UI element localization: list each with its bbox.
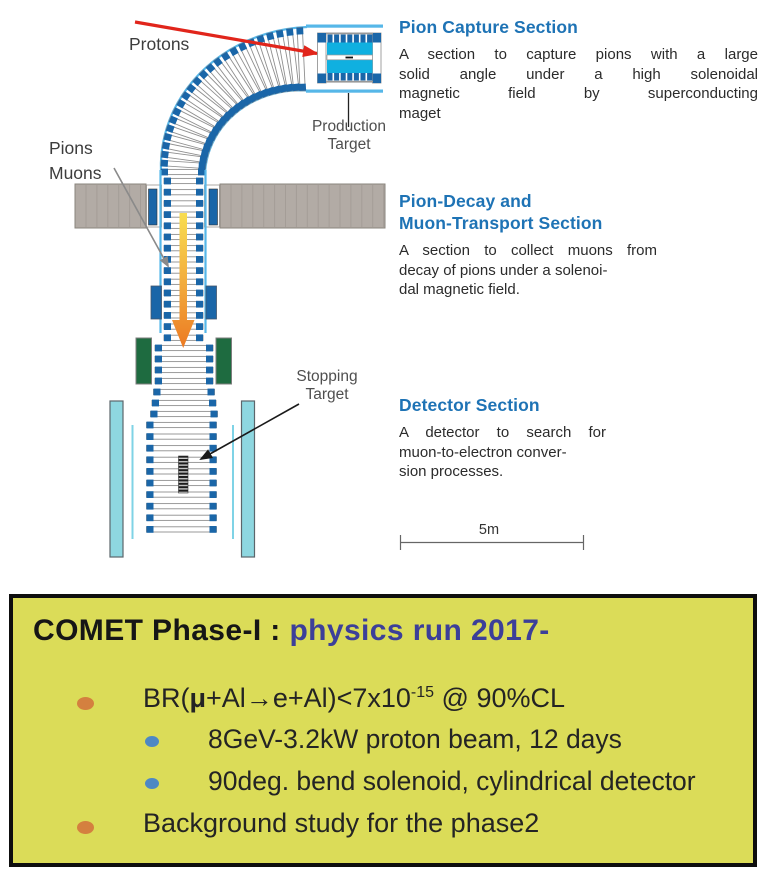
capture-rail-bottom <box>306 90 383 93</box>
capture-magnet-upper <box>327 43 373 56</box>
formula-part: +Al <box>206 683 246 713</box>
coil-cap <box>206 356 213 363</box>
side-magnet-blue <box>151 286 162 319</box>
coil-cap <box>196 312 203 319</box>
coil-tooth <box>367 73 372 81</box>
coil-cap <box>196 234 203 241</box>
coil-cap <box>210 433 217 440</box>
coil-rung <box>152 400 216 407</box>
capture-coil-cap <box>318 74 327 84</box>
coil-cap <box>164 301 171 308</box>
coil-cap <box>161 169 168 176</box>
coil-bar <box>151 411 218 416</box>
formula-arrow: → <box>245 683 273 713</box>
section-body <box>399 423 606 482</box>
shield-wall <box>75 184 385 228</box>
coil-cap <box>209 400 216 407</box>
coil-cap <box>155 345 162 352</box>
capture-coil-cap <box>318 33 327 43</box>
coil-tooth <box>347 73 352 81</box>
coil-cap <box>147 433 154 440</box>
coil-cap <box>299 84 306 91</box>
coil-cap <box>147 468 154 475</box>
coil-cap <box>196 178 203 185</box>
bullet-solenoid-detector: 90deg. bend solenoid, cylindrical detector <box>208 766 696 796</box>
coil-cap <box>286 28 294 36</box>
coil-cap <box>206 367 213 374</box>
pion-capture-assembly <box>306 25 383 93</box>
body-line: sion processes. <box>399 463 504 480</box>
side-magnet-blue <box>206 286 217 319</box>
coil-cap <box>196 211 203 218</box>
coil-cap <box>276 30 284 38</box>
coil-cap <box>164 189 171 196</box>
side-magnet-green <box>216 338 232 384</box>
coil-cap <box>164 211 171 218</box>
coil-cap <box>147 526 154 533</box>
coil-rung <box>151 411 218 418</box>
coil-bar <box>147 434 217 439</box>
coil-cap <box>210 480 217 487</box>
coil-rung <box>147 526 217 533</box>
production-target-rod <box>346 57 354 59</box>
protons-label: Protons <box>129 34 190 54</box>
coil-cap <box>211 411 218 418</box>
bullet-dot-orange <box>77 821 94 834</box>
coil-rung <box>147 514 217 521</box>
coil-cap <box>196 256 203 263</box>
coil-cap <box>154 389 161 396</box>
comet-phase1-infobox <box>9 594 757 867</box>
coil-cap <box>198 169 205 176</box>
coil-bar <box>147 504 217 509</box>
coil-bar <box>155 378 213 383</box>
stopping-target-label: Stopping <box>296 368 358 385</box>
coil-cap <box>210 456 217 463</box>
coil-cap <box>147 503 154 510</box>
section-detector <box>399 394 758 482</box>
scale-label: 5m <box>478 522 500 538</box>
coil-cap <box>210 468 217 475</box>
coil-cap <box>161 160 168 167</box>
coil-cap <box>208 389 215 396</box>
coil-rung <box>147 422 217 429</box>
coil-rung <box>147 445 217 452</box>
formula-part: @ 90%CL <box>434 683 566 713</box>
coil-bar <box>155 367 213 372</box>
coil-rung <box>147 433 217 440</box>
wall-plug-magnet <box>209 189 218 225</box>
capture-coil-cap <box>373 74 382 84</box>
coil-cap <box>147 445 154 452</box>
coil-cap <box>196 290 203 297</box>
coil-tooth <box>334 73 339 81</box>
title-line: Muon-Transport Section <box>399 213 603 233</box>
coil-cap <box>164 278 171 285</box>
coil-cap <box>196 334 203 341</box>
coil-cap <box>210 491 217 498</box>
coil-cap <box>196 245 203 252</box>
bullet-dot-blue <box>145 736 159 747</box>
coil-bar <box>147 527 217 532</box>
comb-rail-top <box>326 33 373 35</box>
shield-wall-right <box>220 184 385 228</box>
bullet-background-study: Background study for the phase2 <box>143 808 540 838</box>
bullet-dot-blue <box>145 778 159 789</box>
coil-cap <box>164 200 171 207</box>
section-title: Pion Capture Section <box>399 17 578 37</box>
coil-bar <box>155 356 213 361</box>
coil-cap <box>164 245 171 252</box>
coil-bar <box>147 515 217 520</box>
coil-cap <box>155 356 162 363</box>
capture-coil-cap <box>373 33 382 43</box>
section-title: Detector Section <box>399 395 540 415</box>
coil-bar <box>147 446 217 451</box>
coil-cap <box>196 323 203 330</box>
body-line: decay of pions under a solenoi- <box>399 261 608 279</box>
coil-cap <box>296 27 303 34</box>
coil-rung <box>161 169 205 176</box>
stopping-target <box>179 456 189 493</box>
formula-exponent: -15 <box>410 684 435 701</box>
body-line: muon-to-electron conver- <box>399 443 567 461</box>
coil-rung <box>154 389 215 396</box>
section-title <box>399 190 758 234</box>
coil-cap <box>162 142 170 150</box>
body-line: A section to capture pions with a large <box>399 46 758 63</box>
coil-cap <box>292 83 300 91</box>
coil-cap <box>206 378 213 385</box>
comb-rail-bottom <box>326 81 373 83</box>
coil-cap <box>196 189 203 196</box>
coil-rung <box>147 503 217 510</box>
coil-cap <box>210 514 217 521</box>
coil-cap <box>196 278 203 285</box>
production-target-label: Production <box>311 118 387 135</box>
coil-cap <box>161 151 169 159</box>
coil-tooth <box>328 35 333 43</box>
coil-cap <box>210 422 217 429</box>
body-line: maget <box>399 104 441 122</box>
coil-rung <box>155 367 213 374</box>
detector-bar-right <box>242 401 255 557</box>
coil-rung <box>164 189 203 196</box>
coil-bar <box>152 400 216 405</box>
coil-tooth <box>367 35 372 43</box>
coil-cap <box>164 323 171 330</box>
coil-cap <box>210 503 217 510</box>
coil-tooth <box>354 35 359 43</box>
coil-cap <box>164 312 171 319</box>
coil-cap <box>147 480 154 487</box>
body-line: A section to collect muons from <box>399 242 657 259</box>
coil-tooth <box>328 73 333 81</box>
capture-magnet-lower <box>327 60 373 73</box>
detector-bar-left <box>110 401 123 557</box>
coil-cap <box>147 422 154 429</box>
coil-tooth <box>347 35 352 43</box>
stopping-target-label: Target <box>305 386 349 403</box>
coil-tooth <box>361 73 366 81</box>
bullet-dot-orange <box>77 697 94 710</box>
infobox-title <box>33 614 550 648</box>
coil-tooth <box>341 73 346 81</box>
coil-cap <box>196 200 203 207</box>
muons-label: Muons <box>49 163 102 183</box>
coil-cap <box>164 267 171 274</box>
coil-bar <box>147 422 217 427</box>
coil-cap <box>164 234 171 241</box>
coil-tooth <box>341 35 346 43</box>
coil-cap <box>164 334 171 341</box>
coil-rung <box>155 356 213 363</box>
section-pion-capture <box>399 16 758 123</box>
bullet-proton-beam: 8GeV-3.2kW proton beam, 12 days <box>208 724 622 754</box>
coil-cap <box>151 411 158 418</box>
coil-rung <box>155 378 213 385</box>
coil-cap <box>164 290 171 297</box>
side-magnet-green <box>136 338 152 384</box>
formula-mu: μ <box>189 683 207 713</box>
production-target-label: Target <box>327 136 371 153</box>
coil-cap <box>147 456 154 463</box>
section-body <box>399 241 657 300</box>
body-line: dal magnetic field. <box>399 281 520 298</box>
wall-plug-magnet <box>149 189 158 225</box>
infobox-title-blue: physics run 2017- <box>289 614 550 647</box>
coil-cap <box>164 178 171 185</box>
coil-bar <box>154 389 215 394</box>
formula-part: e+Al)<7x10 <box>272 683 411 713</box>
scale-bar <box>401 522 584 550</box>
infobox-title-black: COMET Phase-I : <box>33 614 290 647</box>
bullet-br-limit <box>143 683 565 714</box>
coil-bar <box>155 345 213 350</box>
title-line: Pion-Decay and <box>399 191 532 211</box>
capture-rail-top <box>306 25 383 28</box>
coil-rung <box>164 200 203 207</box>
coil-cap <box>164 222 171 229</box>
pions-label: Pions <box>49 138 93 158</box>
coil-tooth <box>354 73 359 81</box>
coil-cap <box>196 301 203 308</box>
coil-cap <box>147 514 154 521</box>
coil-cap <box>196 267 203 274</box>
section-muon-transport <box>399 190 758 300</box>
coil-cap <box>196 222 203 229</box>
coil-rung <box>164 178 203 185</box>
coil-cap <box>147 491 154 498</box>
body-line: solid angle under a high solenoidal <box>399 65 758 83</box>
coil-cap <box>155 367 162 374</box>
coil-tooth <box>361 35 366 43</box>
section-body <box>399 45 758 123</box>
body-line: A detector to search for <box>399 424 606 441</box>
formula-part: BR( <box>143 683 190 713</box>
body-line: magnetic field by superconducting <box>399 85 758 102</box>
coil-cap <box>155 378 162 385</box>
coil-cap <box>210 526 217 533</box>
coil-cap <box>206 345 213 352</box>
coil-cap <box>152 400 159 407</box>
coil-tooth <box>334 35 339 43</box>
